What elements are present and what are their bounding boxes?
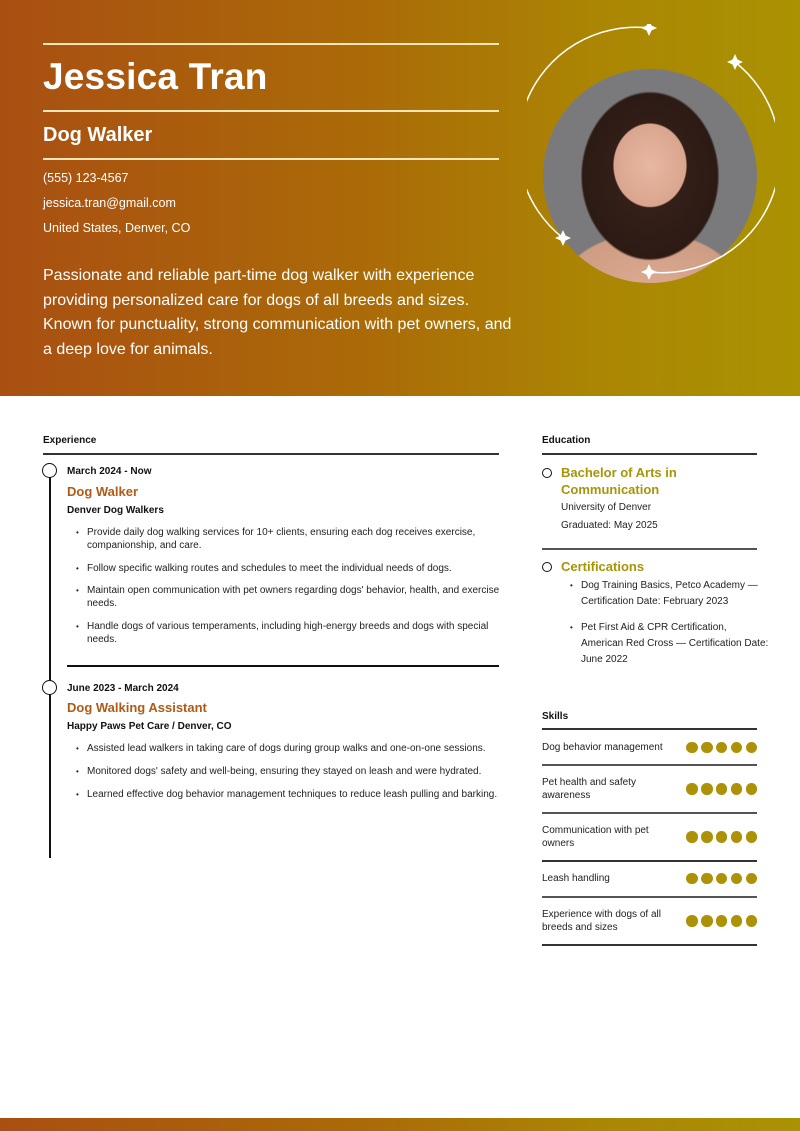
rating-dot-icon <box>716 742 728 754</box>
bullet-item: • Assisted lead walkers in taking care of dogs during group walks and one-on-one sessions. <box>76 743 512 756</box>
rating-dot-icon <box>731 742 743 754</box>
candidate-name: Jessica Tran <box>43 56 268 97</box>
skill-row <box>542 862 757 895</box>
certification-list <box>570 578 770 678</box>
certifications-node-icon <box>542 562 552 572</box>
rating-dot-icon <box>716 783 728 795</box>
job-title: Dog Walker <box>43 124 153 146</box>
skill-name: Pet health and safety awareness <box>542 777 636 801</box>
rating-dot-icon <box>731 831 743 843</box>
rating-dot-icon <box>746 742 758 754</box>
phone: (555) 123-4567 <box>43 171 129 185</box>
skill-row <box>542 898 757 944</box>
rating-dot-icon <box>731 915 743 927</box>
graduation-date: Graduated: May 2025 <box>561 520 658 531</box>
skill-row <box>542 814 757 860</box>
skill-rating <box>686 783 757 795</box>
timeline-line <box>49 477 51 858</box>
skill-name: Communication with pet owners <box>542 825 649 849</box>
job-date: March 2024 - Now <box>67 466 152 477</box>
rating-dot-icon <box>686 915 698 927</box>
rating-dot-icon <box>746 915 758 927</box>
email: jessica.tran@gmail.com <box>43 196 176 210</box>
skill-rating <box>686 742 757 754</box>
job-company: Happy Paws Pet Care / Denver, CO <box>67 721 232 732</box>
skill-row <box>542 731 757 764</box>
bullet-item: • Monitored dogs' safety and well-being, ensuring they stayed on leash and were hydrated. <box>76 766 512 779</box>
skill-name: Experience with dogs of all breeds and sizes <box>542 909 661 933</box>
school: University of Denver <box>561 502 652 513</box>
job-position: Dog Walking Assistant <box>67 700 207 715</box>
skill-name: Leash handling <box>542 873 610 884</box>
bullet-item: • Learned effective dog behavior management techniques to reduce leash pulling and barking. <box>76 789 512 802</box>
location: United States, Denver, CO <box>43 221 191 235</box>
rating-dot-icon <box>746 831 758 843</box>
job-date: June 2023 - March 2024 <box>67 683 179 694</box>
timeline-node-icon <box>42 463 57 478</box>
divider <box>67 665 499 667</box>
divider <box>43 110 499 112</box>
bullet-item: • Provide daily dog walking services for 10+ clients, ensuring each dog receives exercise, companionship, and care. <box>76 527 512 553</box>
bullet-item: • Follow specific walking routes and schedules to meet the individual needs of dogs. <box>76 563 512 576</box>
rating-dot-icon <box>716 873 728 885</box>
timeline-node-icon <box>42 680 57 695</box>
divider <box>542 944 757 946</box>
job-position: Dog Walker <box>67 484 139 499</box>
degree: Bachelor of Arts in Communication <box>561 465 677 497</box>
skill-row <box>542 766 757 812</box>
rating-dot-icon <box>701 873 713 885</box>
summary: Passionate and reliable part-time dog walker with experience providing personalized care for dogs of all breeds and sizes. Known for punctuality, strong communication with pet owners, and a deep love for animals. <box>43 267 512 358</box>
profile-photo-frame <box>527 24 775 284</box>
rating-dot-icon <box>686 831 698 843</box>
resume-header <box>0 0 800 396</box>
divider <box>43 158 499 160</box>
rating-dot-icon <box>701 915 713 927</box>
rating-dot-icon <box>686 873 698 885</box>
job-bullets <box>76 743 512 811</box>
experience-heading: Experience <box>43 435 97 446</box>
rating-dot-icon <box>686 783 698 795</box>
divider <box>43 43 499 45</box>
bullet-item: • Maintain open communication with pet owners regarding dogs' behavior, health, and exercise needs. <box>76 585 512 611</box>
rating-dot-icon <box>701 783 713 795</box>
job-bullets <box>76 527 512 657</box>
rating-dot-icon <box>716 831 728 843</box>
skill-rating <box>686 873 757 885</box>
skill-rating <box>686 915 757 927</box>
rating-dot-icon <box>746 873 758 885</box>
education-heading: Education <box>542 435 591 446</box>
certification-item: • Dog Training Basics, Petco Academy — Certification Date: February 2023 <box>570 578 770 610</box>
skill-rating <box>686 831 757 843</box>
divider <box>542 548 757 550</box>
rating-dot-icon <box>686 742 698 754</box>
skills-heading: Skills <box>542 711 569 722</box>
job-company: Denver Dog Walkers <box>67 505 164 516</box>
divider <box>43 453 499 455</box>
decorative-ring-icon <box>527 24 775 284</box>
footer-bar <box>0 1118 800 1131</box>
rating-dot-icon <box>746 783 758 795</box>
rating-dot-icon <box>701 742 713 754</box>
education-node-icon <box>542 468 552 478</box>
certification-item: • Pet First Aid & CPR Certification, American Red Cross — Certification Date: June 2022 <box>570 620 770 668</box>
divider <box>542 453 757 455</box>
rating-dot-icon <box>731 873 743 885</box>
rating-dot-icon <box>731 783 743 795</box>
rating-dot-icon <box>716 915 728 927</box>
divider <box>542 728 757 730</box>
skill-name: Dog behavior management <box>542 742 663 753</box>
certifications-heading: Certifications <box>561 559 645 574</box>
bullet-item: • Handle dogs of various temperaments, including high-energy breeds and dogs with special needs. <box>76 621 512 647</box>
rating-dot-icon <box>701 831 713 843</box>
